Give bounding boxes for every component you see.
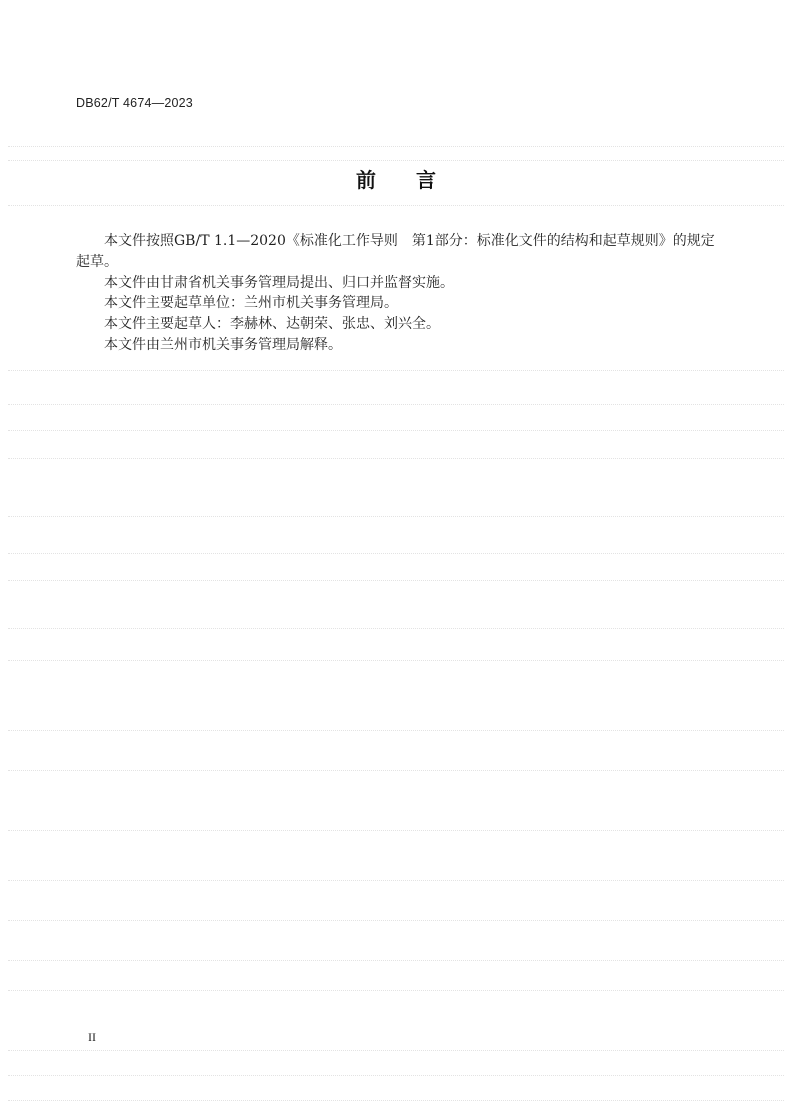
scan-artifact-line (8, 730, 784, 731)
scan-artifact-line (8, 160, 784, 161)
paragraph-drafting-unit (76, 293, 716, 314)
scan-artifact-line (8, 660, 784, 661)
paragraph-line: 起草。 (76, 253, 118, 270)
scan-artifact-line (8, 880, 784, 881)
scan-artifact-line (8, 628, 784, 629)
scan-artifact-line (8, 370, 784, 371)
scan-artifact-line (8, 1050, 784, 1051)
scan-artifact-line (8, 205, 784, 206)
scan-artifact-line (8, 960, 784, 961)
paragraph-line: 本文件按照GB/T 1.1—2020《标准化工作导则 第1部分：标准化文件的结构和起草规则》的规定 (104, 233, 715, 249)
scan-artifact-line (8, 146, 784, 147)
paragraph-drafters (76, 314, 716, 335)
scan-artifact-line (8, 1100, 784, 1101)
scan-artifact-line (8, 920, 784, 921)
document-code: DB62/T 4674—2023 (76, 96, 193, 110)
paragraph-line: 本文件由兰州市机关事务管理局解释。 (104, 336, 342, 353)
scan-artifact-line (8, 1075, 784, 1076)
scan-artifact-line (8, 990, 784, 991)
scan-artifact-line (8, 770, 784, 771)
paragraph-interpretation (76, 335, 716, 356)
paragraph-line: 本文件主要起草单位：兰州市机关事务管理局。 (104, 295, 398, 312)
scan-artifact-line (8, 830, 784, 831)
paragraph-line: 本文件主要起草人：李赫林、达朝荣、张忠、刘兴全。 (104, 316, 440, 333)
scan-artifact-line (8, 404, 784, 405)
page-title: 前 言 (356, 168, 436, 192)
paragraph-line: 本文件由甘肃省机关事务管理局提出、归口并监督实施。 (104, 274, 454, 291)
scan-artifact-line (8, 516, 784, 517)
scan-artifact-line (8, 458, 784, 459)
page-number: II (88, 1030, 96, 1044)
foreword-body (76, 231, 716, 356)
scan-artifact-line (8, 580, 784, 581)
scan-artifact-line (8, 430, 784, 431)
paragraph-drafting-rules (76, 231, 716, 273)
scan-artifact-line (8, 553, 784, 554)
paragraph-proposer (76, 273, 716, 294)
